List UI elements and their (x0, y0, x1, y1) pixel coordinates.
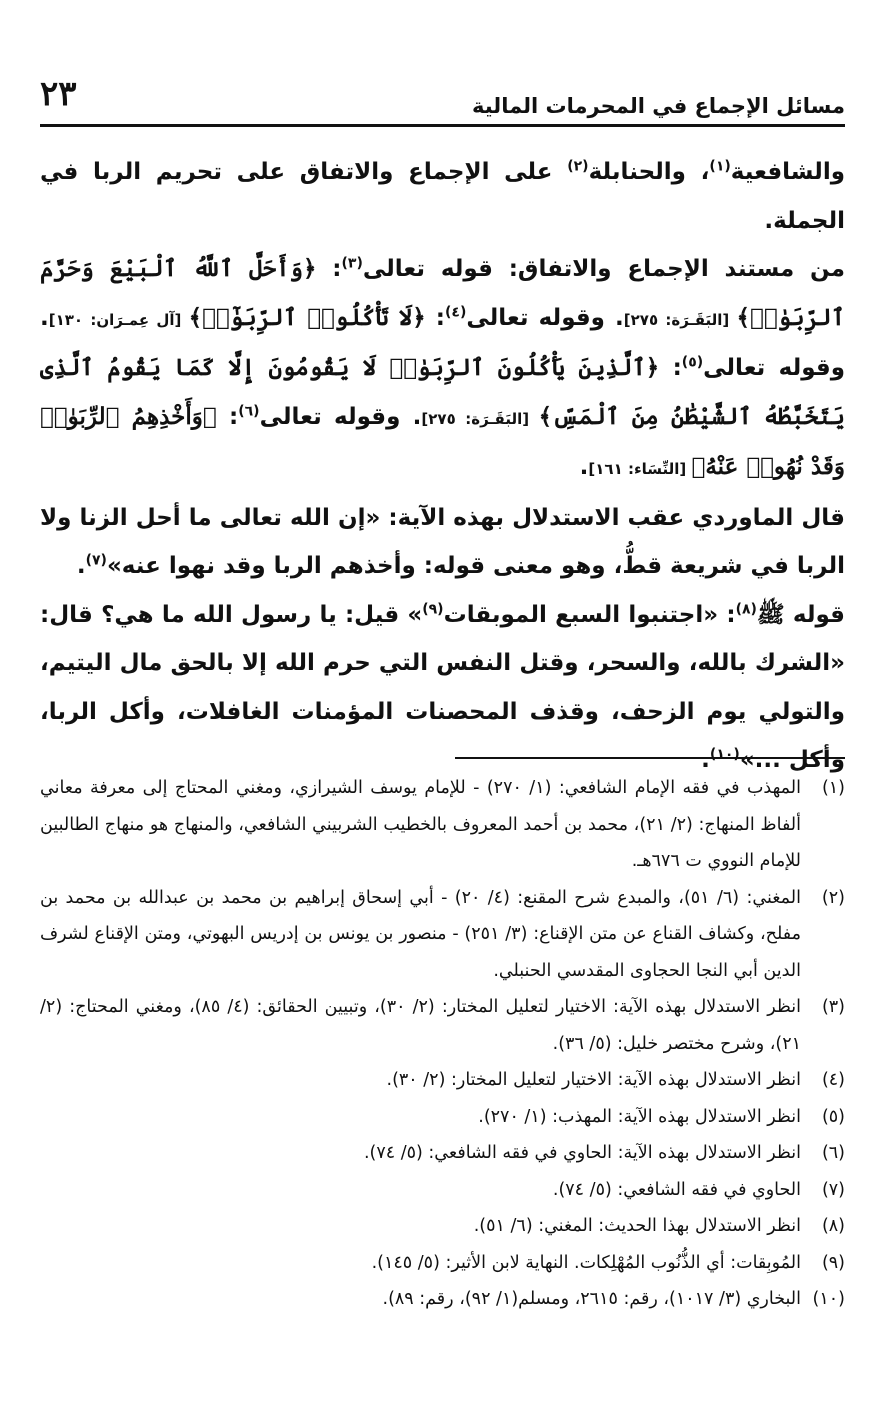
footnote-marker: (٧) (85, 552, 107, 569)
footnote-8 (40, 1208, 845, 1245)
text: والشافعية (730, 159, 846, 185)
text: . (701, 747, 710, 773)
footnote-3 (40, 989, 845, 1062)
footnote-text: انظر الاستدلال بهذه الآية: المهذب: (١/ ٢٧٠). (478, 1106, 801, 1127)
text: . (76, 553, 86, 579)
footnote-text: المُوبِقات: أي الذُّنُوب المُهْلِكات. النهاية لابن الأثير: (٥/ ١٤٥). (371, 1252, 801, 1273)
footnote-number: (٣) (821, 997, 845, 1017)
footnote-5 (40, 1099, 845, 1136)
footnote-1 (40, 770, 845, 880)
verse-reference: [آل عِمـرَان: ١٣٠] (48, 310, 189, 329)
footnote-number: (١) (821, 778, 845, 798)
footnote-text: المهذب في فقه الإمام الشافعي: (١/ ٢٧٠) - للإمام يوسف الشيرازي، ومغني المحتاج إلى معرفة معاني ألفاظ المنهاج: (٢/ ٢١)، محمد بن أحمد المعروف بالخطيب الشربيني الشافعي، والمنهاج هو منهاج الطالبين للإمام النووي ت ٦٧٦هـ. (40, 778, 801, 871)
main-text (40, 148, 845, 785)
section-heading: من مستند الإجماع والاتفاق: (508, 256, 845, 282)
page-header (40, 70, 845, 126)
text: : (425, 304, 446, 331)
footnote-marker: (٩) (422, 600, 444, 617)
text: . وقوله تعالى (40, 304, 845, 381)
text: . وقوله تعالى (466, 304, 624, 331)
footnote-marker: (٢) (567, 158, 589, 175)
footnote-number: (٥) (821, 1106, 845, 1127)
footnote-9 (40, 1245, 845, 1282)
footnote-number: (٦) (821, 1143, 845, 1163)
footnote-2 (40, 880, 845, 990)
footnote-number: (٢) (821, 887, 845, 908)
paragraph-1 (40, 148, 845, 245)
footnote-marker: (٥) (681, 354, 704, 371)
footnote-text: البخاري (٣/ ١٠١٧)، رقم: ٢٦١٥، ومسلم(١/ ٩٢)، رقم: ٨٩). (382, 1289, 801, 1309)
footnote-number: (١٠) (812, 1289, 845, 1309)
footnote-text: انظر الاستدلال بهذه الآية: الحاوي في فقه الشافعي: (٥/ ٧٤). (363, 1143, 801, 1163)
footnotes (40, 770, 845, 1318)
text: قال الماوردي عقب الاستدلال بهذه الآية: (380, 504, 845, 531)
footnote-text: الحاوي في فقه الشافعي: (٥/ ٧٤). (552, 1179, 801, 1200)
footnote-marker: (١٠) (709, 746, 740, 763)
text: قوله تعالى (362, 256, 509, 282)
footnote-6 (40, 1135, 845, 1172)
footnote-text: انظر الاستدلال بهذا الحديث: المغني: (٦/ ٥١). (473, 1216, 801, 1236)
paragraph-2 (40, 245, 845, 494)
footnote-number: (٧) (821, 1179, 845, 1200)
text: : (316, 256, 342, 282)
paragraph-4 (40, 591, 845, 785)
footnote-marker: (١) (709, 158, 731, 175)
running-title: مسائل الإجماع في المحرمات المالية (472, 94, 845, 118)
quran-verse: ﴿وَأَخْذِهِمُ ٱلرِّبَوٰا۟ وَقَدْ نُهُوا۟ عَنْهُ﴾ (40, 402, 845, 480)
footnote-marker: (٣) (341, 255, 363, 272)
footnote-10 (40, 1281, 845, 1318)
footnote-number: (٤) (821, 1070, 845, 1090)
text: قوله ﷺ (756, 601, 845, 628)
footnote-marker: (٦) (238, 402, 260, 419)
verse-reference: [النِّسَاء: ١٦١] (588, 460, 692, 478)
footnote-text: انظر الاستدلال بهذه الآية: الاختيار لتعليل المختار: (٢/ ٣٠). (386, 1070, 801, 1090)
quotation: «إن الله تعالى ما أحل الزنا ولا الربا في شريعة قطُّ، وهو معنى قوله: وأخذهم الربا وقد نهوا عنه» (40, 504, 845, 579)
text: ، والحنابلة (588, 159, 710, 185)
quran-verse: ﴿لَا تَأْكُلُوا۟ ٱلرِّبَوٰٓا۟﴾ (188, 303, 426, 331)
footnote-marker: (٤) (445, 303, 467, 320)
quran-verse: ﴿وَأَحَلَّ ٱللَّهُ ٱلْبَيْعَ وَحَرَّمَ ٱلرِّبَوٰا۟﴾ (40, 255, 846, 331)
footnote-number: (٨) (821, 1216, 845, 1236)
text: . (579, 454, 589, 480)
verse-reference: [البَقَـرَة: ٢٧٥] (623, 310, 737, 329)
footnote-4 (40, 1062, 845, 1099)
footnote-marker: (٨) (735, 600, 757, 617)
text: : (718, 601, 736, 628)
footnote-7 (40, 1172, 845, 1209)
verse-reference: [البَقَـرَة: ٢٧٥] (421, 409, 539, 428)
text: : (659, 355, 682, 381)
quran-verse: ﴿ٱلَّذِينَ يَأْكُلُونَ ٱلرِّبَوٰا۟ لَا يَقُومُونَ إِلَّا كَمَا يَقُومُ ٱلَّذِى يَتَخَبَّطُهُ ٱلشَّيْطَٰنُ مِنَ ٱلْمَسِّ﴾ (40, 354, 846, 430)
hadith-quote: » (407, 601, 423, 628)
paragraph-3 (40, 494, 845, 591)
hadith-quote: «الشرك بالله، والسحر، وقتل النفس التي حرم الله إلا بالحق مال اليتيم، والتولي يوم الزحف، وقذف المحصنات المؤمنات الغافلات، وأكل الربا، وأكل ...» (40, 650, 845, 773)
text: : (216, 403, 239, 430)
hadith-quote: «اجتنبوا السبع الموبقات (443, 601, 719, 628)
header-rule (40, 124, 845, 127)
text: . وقوله تعالى (259, 403, 422, 430)
text: قيل: يا رسول الله ما هي؟ قال: (40, 601, 408, 628)
footnote-text: انظر الاستدلال بهذه الآية: الاختيار لتعليل المختار: (٢/ ٣٠)، وتبيين الحقائق: (٤/ ٨٥)، ومغني المحتاج: (٢/ ٢١)، وشرح مختصر خليل: (٥/ ٣٦). (40, 997, 801, 1054)
text: على الإجماع والاتفاق على تحريم الربا في الجملة. (40, 159, 845, 234)
page-number: ٢٣ (40, 74, 77, 114)
footnote-number: (٩) (821, 1252, 845, 1273)
footnote-text: المغني: (٦/ ٥١)، والمبدع شرح المقنع: (٤/ ٢٠) - أبي إسحاق إبراهيم بن محمد بن عبدالله بن محمد بن مفلح، وكشاف القناع عن متن الإقناع: (٣/ ٢٥١) - منصور بن يونس بن إدريس البهوتي، ومتن الإقناع لشرف الدين أبي النجا الحجاوى المقدسي الحنبلي. (40, 887, 801, 981)
footnote-separator (455, 757, 845, 759)
